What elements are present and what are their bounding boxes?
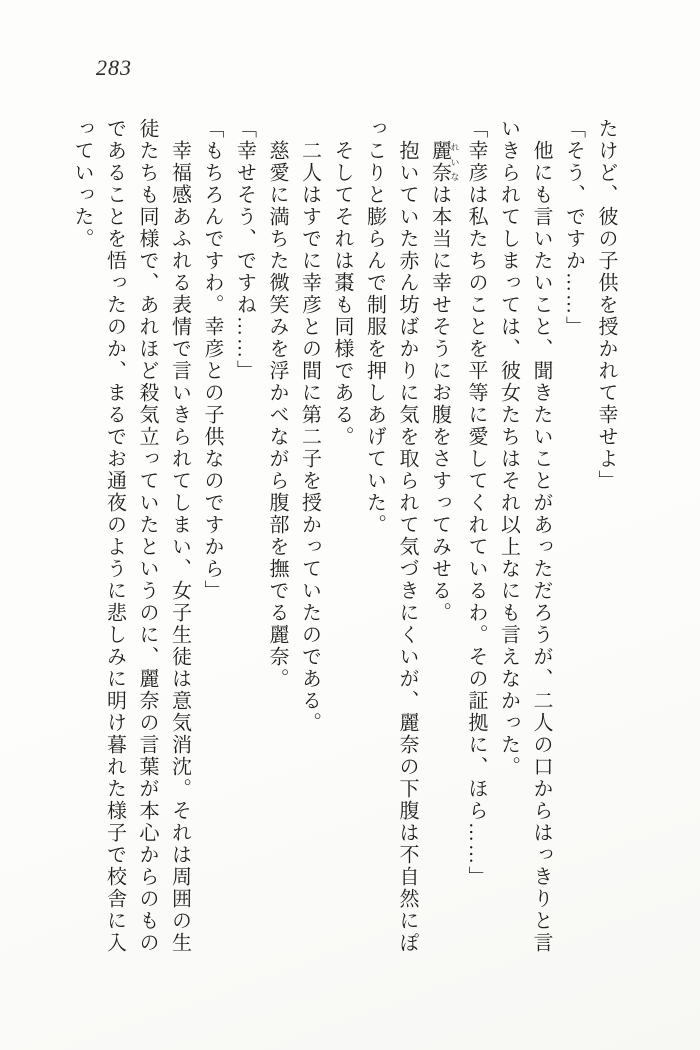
- text-line-14: 幸福感あふれる表情で言いきられてしまい、女子生徒は意気消沈。それは周囲の生: [168, 140, 191, 954]
- text-line-8: っこりと膨らんで制服を押しあげていた。: [363, 118, 386, 536]
- ruby-base: 麗奈: [428, 140, 451, 184]
- text-line-10: 二人はすでに幸彦との間に第二子を授かっていたのである。: [298, 140, 321, 734]
- text-line-5: 「幸彦は私たちのことを平等に愛してくれているわ。その証拠に、ほら……」: [465, 118, 487, 888]
- text-line-17: っていった。: [71, 118, 93, 250]
- text-line-15: 徒たちも同様で、あれほど殺気立っていたというのに、麗奈の言葉が本心からのもの: [136, 118, 158, 954]
- text-line-6-rest: は本当に幸せそうにお腹をさすってみせる。: [428, 184, 451, 624]
- text-line-11: 慈愛に満ちた微笑みを浮かべながら腹部を撫でる麗奈。: [266, 140, 288, 690]
- text-line-13: 「もちろんですわ。幸彦との子供なのですから」: [201, 118, 223, 602]
- ruby-furigana: れいな: [449, 140, 460, 184]
- text-line-7: 抱いていた赤ん坊ばかりに気を取られて気づきにくいが、麗奈の下腹は不自然にぽ: [396, 140, 418, 954]
- text-line-2: 「そう、ですか……」: [562, 118, 585, 338]
- page-number: 283: [96, 55, 132, 80]
- text-line-3: 他にも言いたいこと、聞きたいことがあっただろうが、二人の口からはっきりと言: [530, 140, 552, 954]
- text-line-1: たけど、彼の子供を授かれて幸せよ」: [595, 118, 617, 492]
- text-line-4: いきられてしまっては、彼女たちはそれ以上なにも言えなかった。: [497, 118, 520, 778]
- vertical-text-block: [68, 118, 622, 974]
- text-line-12: 「幸せそう、ですね……」: [233, 118, 256, 382]
- ruby-reina: [428, 140, 460, 184]
- text-line-6: [423, 118, 460, 974]
- text-line-9: そしてそれは棗も同様である。: [331, 140, 353, 448]
- text-line-16: であることを悟ったのか、まるでお通夜のように悲しみに明け暮れた様子で校舎に入: [103, 118, 126, 954]
